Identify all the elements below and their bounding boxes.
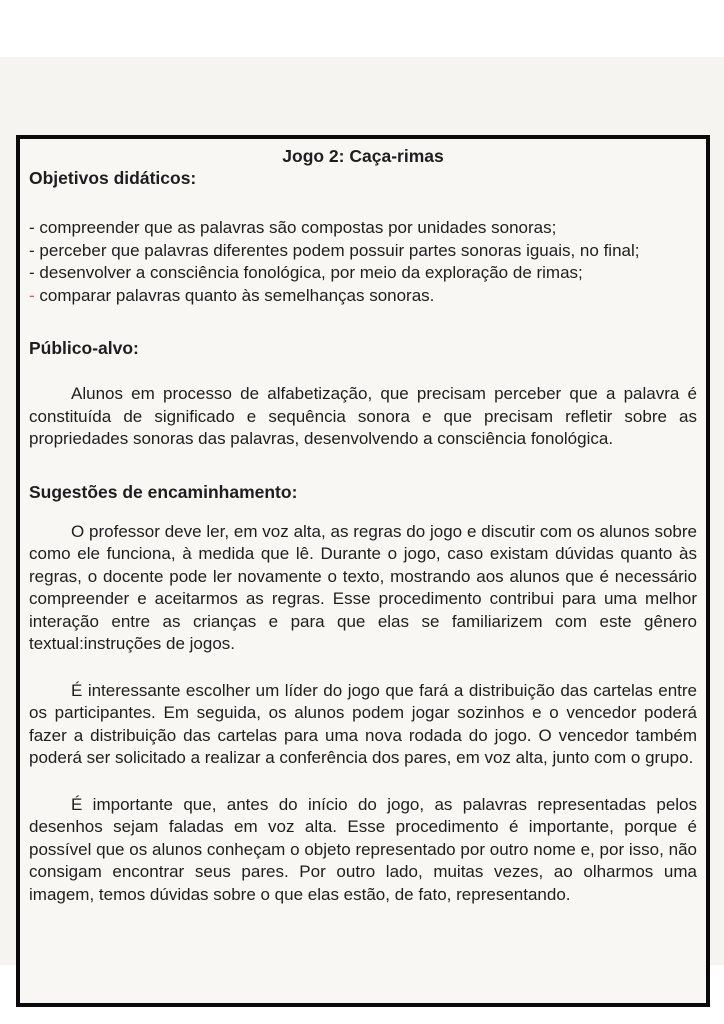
bullet-text: desenvolver a consciência fonológica, por meio da exploração de rimas; — [39, 263, 583, 282]
bullet-dash: - — [29, 240, 35, 260]
objetivos-list — [29, 217, 697, 307]
section-heading-objetivos: Objetivos didáticos: — [29, 168, 197, 188]
bullet-dash: - — [29, 218, 35, 237]
page-background — [0, 57, 724, 965]
section-heading-sugestoes: Sugestões de encaminhamento: — [29, 481, 298, 502]
bullet-dash: - — [29, 263, 35, 282]
bullet-text: compreender que as palavras são compostas por unidades sonoras; — [39, 218, 557, 237]
doc-title: Jogo 2: Caça-rimas — [282, 146, 444, 166]
document-frame — [16, 135, 710, 1007]
bullet-text: comparar palavras quanto às semelhanças sonoras. — [39, 285, 435, 305]
bullet-item — [29, 217, 697, 240]
body-paragraph: É importante que, antes do início do jogo, as palavras representadas pelos desenhos sejam faladas em voz alta. Esse procedimento é importante, porque é possível que os alunos conheçam o objeto representado por outro nome e, por isso, não consigam encontrar seus pares. Por outro lado, muitas vezes, ao olharmos uma imagem, temos dúvidas sobre o que elas estão, de fato, representando. — [29, 794, 697, 904]
bullet-item — [29, 285, 697, 308]
body-paragraph: O professor deve ler, em voz alta, as regras do jogo e discutir com os alunos sobre como ele funciona, à medida que lê. Durante o jogo, caso existam dúvidas quanto às regras, o docente pode ler novamente o texto, mostrando aos alunos que é necessário compreender e aceitarmos as regras. Esse procedimento contribui para uma melhor interação entre as crianças e para que elas se familiarizem com este gênero textual:instruções de jogos. — [29, 521, 697, 653]
bullet-dash-red: - — [29, 285, 35, 305]
bullet-text: perceber que palavras diferentes podem possuir partes sonoras iguais, no final; — [39, 240, 640, 260]
bullet-item — [29, 262, 697, 285]
body-paragraph: É interessante escolher um líder do jogo que fará a distribuição das cartelas entre os participantes. Em seguida, os alunos podem jogar sozinhos e o vencedor poderá fazer a distribuição das cartelas para uma nova rodada do jogo. O vencedor também poderá ser solicitado a realizar a conferência dos pares, em voz alta, junto com o grupo. — [29, 680, 697, 767]
body-paragraph: Alunos em processo de alfabetização, que precisam perceber que a palavra é constituída de significado e sequência sonora e que precisam refletir sobre as propriedades sonoras das palavras, desenvolvendo a consciência fonológica. — [29, 384, 697, 448]
bullet-item — [29, 240, 697, 263]
section-heading-publico-alvo: Público-alvo: — [29, 338, 139, 358]
